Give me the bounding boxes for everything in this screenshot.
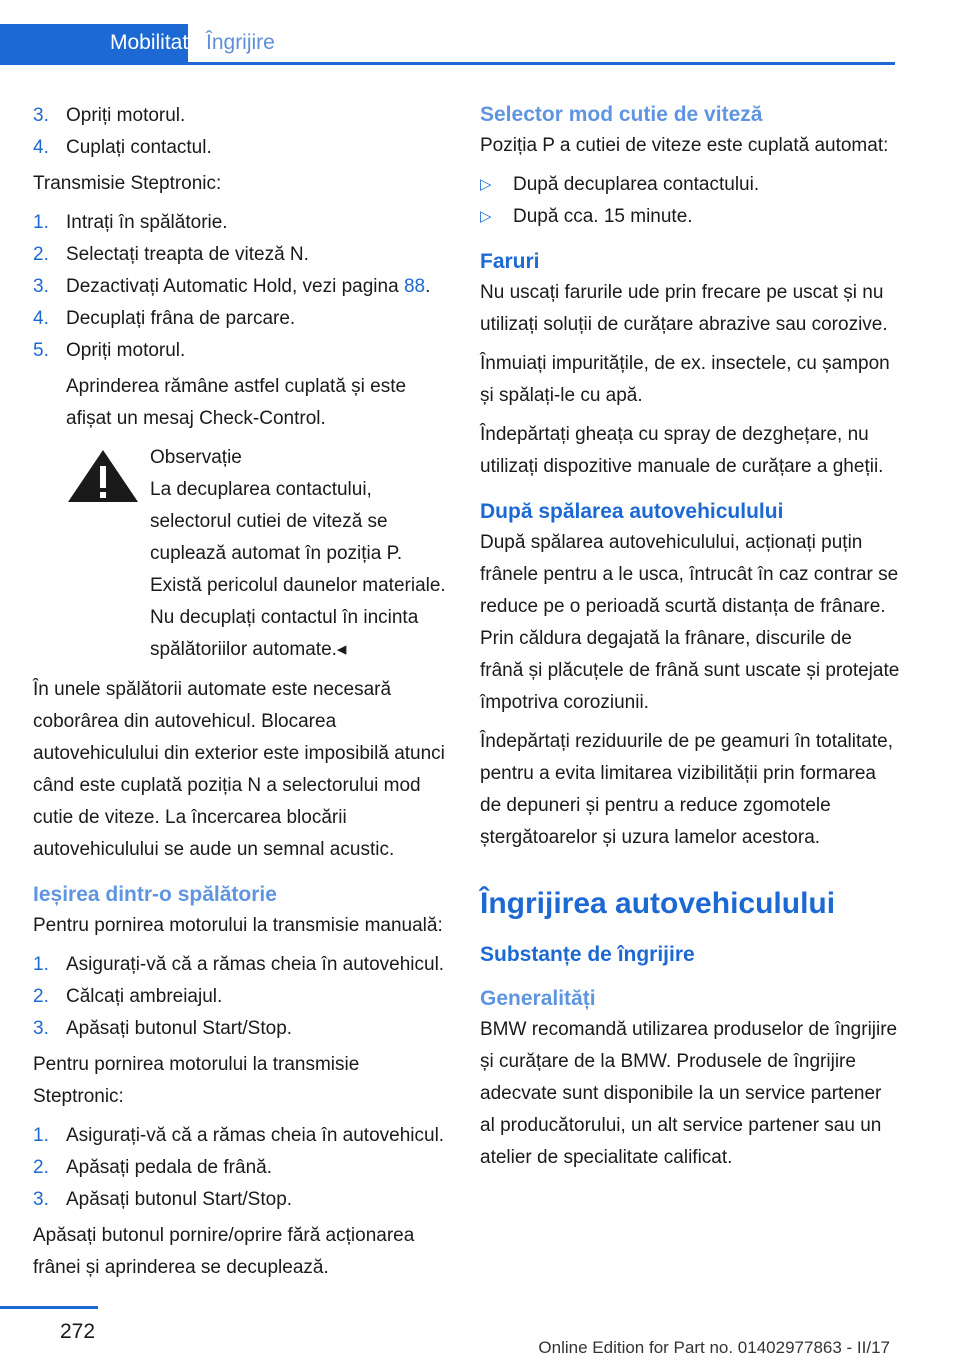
warning-title: Observație bbox=[150, 447, 242, 468]
list-item bbox=[33, 100, 451, 132]
steptronic-label-2: Pentru pornirea motorului la transmisie Steptronic: bbox=[33, 1054, 360, 1107]
list-item bbox=[33, 335, 451, 367]
list-item bbox=[33, 271, 451, 303]
list-item bbox=[480, 201, 900, 233]
paragraph: BMW recomandă utilizarea produselor de îngrijire și curățare de la BMW. Produsele de îngrijire adecvate sunt disponibile la un service partener al producătorului, un alt service partener sau un atelier de specialitate calificat. bbox=[480, 1019, 898, 1168]
list-text: După decuplarea contactului. bbox=[513, 174, 760, 195]
steps-list-1 bbox=[33, 100, 451, 164]
paragraph: Îndepărtați reziduurile de pe geamuri în totalitate, pentru a evita limitarea vizibilității prin formarea de depuneri și pentru a reduce zgomotele ștergătoarelor și uzura lamelor acestora. bbox=[480, 731, 893, 848]
step-number: 2. bbox=[33, 244, 49, 265]
step-text: Opriți motorul. bbox=[66, 105, 186, 126]
step-number: 3. bbox=[33, 1189, 49, 1210]
list-item bbox=[33, 132, 451, 164]
steps-list-2 bbox=[33, 207, 451, 367]
step-text: Asigurați-vă că a rămas cheia în autovehicul. bbox=[66, 1125, 445, 1146]
left-column bbox=[33, 100, 451, 1291]
list-item bbox=[33, 1184, 451, 1216]
step-number: 4. bbox=[33, 308, 49, 329]
warning-body: La decuplarea contactului, selectorul cutiei de viteză se cuplează automat în poziția P. Există pericolul daunelor materiale. Nu decuplați contactul în incinta spălătoriilor automate.◂ bbox=[150, 479, 446, 660]
list-item bbox=[33, 239, 451, 271]
step-tail: . bbox=[425, 276, 431, 297]
step-number: 3. bbox=[33, 105, 49, 126]
page-number: 272 bbox=[60, 1320, 96, 1343]
step-text: Decuplați frâna de parcare. bbox=[66, 308, 296, 329]
tab-mobilitate[interactable]: Mobilitate bbox=[0, 24, 188, 62]
paragraph: Poziția P a cutiei de viteze este cuplată automat: bbox=[480, 135, 889, 156]
step-text: Intrați în spălătorie. bbox=[66, 212, 228, 233]
step-text: Dezactivați Automatic Hold, vezi pagina bbox=[66, 276, 404, 297]
tab-ingrijire[interactable]: Îngrijire bbox=[206, 31, 275, 54]
step-number: 1. bbox=[33, 1125, 49, 1146]
section-heading-after-wash: După spălarea autovehiculului bbox=[480, 500, 784, 523]
right-column bbox=[480, 100, 900, 1181]
section-heading-exit: Ieșirea dintr-o spălătorie bbox=[33, 883, 277, 906]
step-text: Călcați ambreiajul. bbox=[66, 986, 223, 1007]
step-text: Opriți motorul. bbox=[66, 340, 186, 361]
step-number: 1. bbox=[33, 954, 49, 975]
section-heading-faruri: Faruri bbox=[480, 250, 540, 273]
paragraph: După spălarea autovehiculului, acționați puțin frânele pentru a le usca, întrucât în caz contrar se reduce pe o perioadă scurtă distanța de frânare. Prin căldura degajată la frânare, discurile de frână și plăcuțele de frână sunt uscate și protejate împotriva coroziunii. bbox=[480, 532, 900, 713]
list-item bbox=[33, 303, 451, 335]
list-item bbox=[33, 207, 451, 239]
section-heading-general: Generalități bbox=[480, 987, 596, 1010]
warning-icon bbox=[66, 448, 140, 504]
list-item bbox=[33, 1013, 451, 1045]
paragraph: Apăsați butonul pornire/oprire fără acționarea frânei și aprinderea se decuplează. bbox=[33, 1225, 415, 1278]
step-text: Apăsați butonul Start/Stop. bbox=[66, 1018, 293, 1039]
step-number: 2. bbox=[33, 1157, 49, 1178]
step-number: 4. bbox=[33, 137, 49, 158]
paragraph: În unele spălătorii automate este necesară coborârea din autovehicul. Blocarea autovehiculului din exterior este imposibilă atunci când este cuplată poziția N a selectorului mod cutie de viteze. La încercarea blocării autovehiculului se aude un semnal acustic. bbox=[33, 679, 445, 860]
step-text: Asigurați-vă că a rămas cheia în autovehicul. bbox=[66, 954, 445, 975]
section-heading-substances: Substanțe de îngrijire bbox=[480, 943, 695, 966]
step-number: 3. bbox=[33, 276, 49, 297]
list-item bbox=[33, 949, 451, 981]
step-text: Cuplați contactul. bbox=[66, 137, 212, 158]
list-item bbox=[33, 1152, 451, 1184]
paragraph: Îndepărtați gheața cu spray de dezghețare, nu utilizați dispozitive manuale de curățare a gheții. bbox=[480, 424, 884, 477]
chapter-heading-care: Îngrijirea autovehiculului bbox=[480, 887, 836, 920]
ignition-note: Aprinderea rămâne astfel cuplată și este afișat un mesaj Check-Control. bbox=[66, 376, 407, 429]
list-item bbox=[33, 1120, 451, 1152]
edition-note: Online Edition for Part no. 01402977863 - II/17 bbox=[538, 1338, 890, 1357]
step-number: 3. bbox=[33, 1018, 49, 1039]
list-item bbox=[480, 169, 900, 201]
steptronic-label: Transmisie Steptronic: bbox=[33, 173, 222, 194]
manual-label: Pentru pornirea motorului la transmisie manuală: bbox=[33, 915, 443, 936]
bullet-triangle-icon: ▷ bbox=[480, 208, 492, 225]
steps-list-3 bbox=[33, 949, 451, 1045]
step-number: 2. bbox=[33, 986, 49, 1007]
step-number: 1. bbox=[33, 212, 49, 233]
list-text: După cca. 15 minute. bbox=[513, 206, 693, 227]
warning-box bbox=[33, 442, 451, 666]
step-text: Apăsați butonul Start/Stop. bbox=[66, 1189, 293, 1210]
paragraph: Nu uscați farurile ude prin frecare pe uscat și nu utilizați soluții de curățare abrazive sau corozive. bbox=[480, 282, 888, 335]
steps-list-4 bbox=[33, 1120, 451, 1216]
step-text: Selectați treapta de viteză N. bbox=[66, 244, 309, 265]
selector-list bbox=[480, 169, 900, 233]
page-link[interactable]: 88 bbox=[403, 276, 426, 297]
section-heading-selector: Selector mod cutie de viteză bbox=[480, 103, 763, 126]
footer-rule bbox=[0, 1306, 98, 1309]
header-tabs bbox=[0, 24, 895, 65]
step-text: Apăsați pedala de frână. bbox=[66, 1157, 272, 1178]
list-item bbox=[33, 981, 451, 1013]
bullet-triangle-icon: ▷ bbox=[480, 176, 492, 193]
paragraph: Înmuiați impuritățile, de ex. insectele, cu șampon și spălați-le cu apă. bbox=[480, 353, 890, 406]
step-number: 5. bbox=[33, 340, 49, 361]
